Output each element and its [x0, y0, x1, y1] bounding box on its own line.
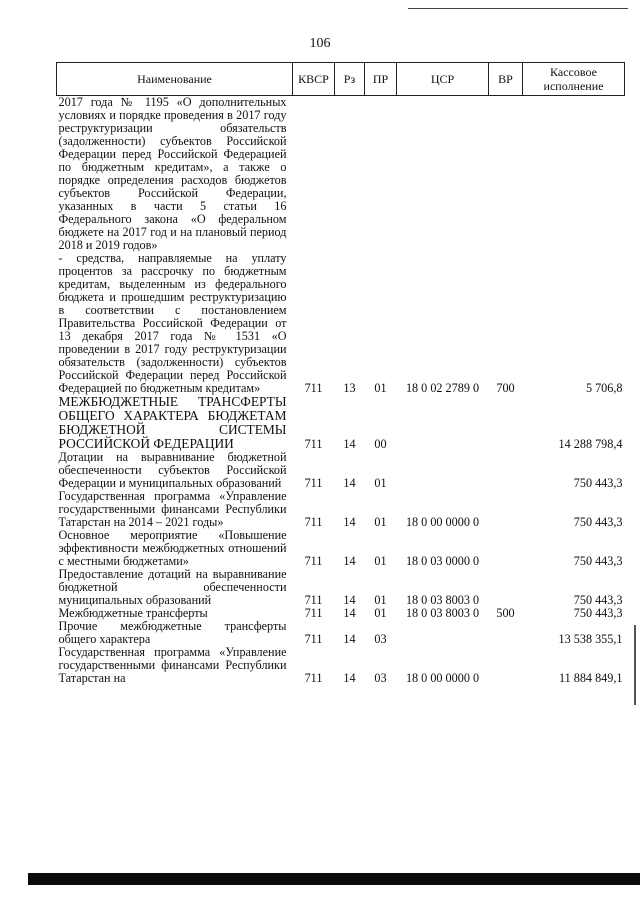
row-pr: 00	[374, 437, 387, 451]
scan-bottom-band	[28, 873, 640, 885]
row-pr: 01	[374, 606, 387, 620]
row-vr: 500	[496, 606, 515, 620]
row-csr: 18 0 03 0000 0	[405, 554, 480, 568]
table-row	[57, 620, 625, 646]
row-amount: 750 443,3	[573, 476, 623, 490]
row-csr: 18 0 00 0000 0	[405, 671, 480, 685]
row-pr: 01	[374, 554, 387, 568]
scan-edge-mark	[634, 625, 636, 705]
row-amount: 750 443,3	[573, 606, 623, 620]
row-name: - средства, направляемые на уплату процентов за рассрочку по бюджетным кредитам, выделенным из федерального бюджета и прошедшим реструктуризацию в соответствии с постановлением Правительства Российской Федерации от 13 декабря 2017 года № 1531 «О проведении в 2017 году реструктуризации обязательств (задолженности) субъектов Российской Федерации перед Российской Федерацией по бюджетным кредитам»	[58, 251, 287, 395]
row-name: Предоставление дотаций на выравнивание бюджетной обеспеченности муниципальных образований	[58, 567, 287, 607]
row-amount: 14 288 798,4	[558, 437, 623, 451]
row-name: Государственная программа «Управление государственными финансами Республики Татарстан на	[58, 645, 287, 685]
table-row	[57, 96, 625, 253]
table-row	[57, 252, 625, 395]
row-amount: 750 443,3	[573, 554, 623, 568]
table-body	[57, 96, 625, 686]
row-kvsr	[293, 96, 335, 253]
table-row	[57, 529, 625, 568]
row-pr: 01	[374, 515, 387, 529]
row-kvsr: 711	[304, 381, 323, 395]
row-rz	[335, 96, 365, 253]
row-name: Дотации на выравнивание бюджетной обеспеченности субъектов Российской Федерации и муниципальных образований	[58, 450, 287, 490]
row-kvsr: 711	[304, 593, 323, 607]
row-name: 2017 года № 1195 «О дополнительных условиях и порядке проведения в 2017 году реструктуризации обязательств (задолженности) субъектов Российской Федерации перед Российской Федерацией по бюджетным кредитам», а также о порядке определения расходов бюджетов субъектов Российской Федерации, указанных в части 5 статьи 16 Федерального закона «О федеральном бюджете на 2017 год и на плановый период 2018 и 2019 годов»	[58, 95, 287, 252]
table-row	[57, 490, 625, 529]
page-number: 106	[309, 36, 331, 51]
row-pr: 03	[374, 671, 387, 685]
row-kvsr: 711	[304, 437, 323, 451]
header-row	[57, 63, 625, 96]
column-header-vr: ВР	[489, 63, 523, 96]
row-vr: 700	[496, 381, 515, 395]
row-csr: 18 0 03 8003 0	[405, 606, 480, 620]
row-vr	[489, 96, 523, 253]
row-name: Государственная программа «Управление государственными финансами Республики Татарстан на 2014 – 2021 годы»	[58, 489, 287, 529]
row-vr	[489, 395, 523, 451]
table-header	[57, 63, 625, 96]
row-csr	[397, 620, 489, 646]
row-kvsr: 711	[304, 606, 323, 620]
row-kvsr: 711	[304, 476, 323, 490]
row-vr	[489, 646, 523, 685]
row-rz: 14	[343, 554, 356, 568]
row-amount: 750 443,3	[573, 515, 623, 529]
scan-edge-line	[408, 8, 628, 9]
column-header-amount: Кассовое исполнение	[523, 63, 625, 96]
row-vr	[489, 620, 523, 646]
row-kvsr: 711	[304, 554, 323, 568]
row-vr	[489, 490, 523, 529]
row-rz: 14	[343, 671, 356, 685]
row-amount: 13 538 355,1	[558, 632, 623, 646]
row-pr: 03	[374, 632, 387, 646]
row-kvsr: 711	[304, 632, 323, 646]
row-vr	[489, 568, 523, 607]
row-name: Основное мероприятие «Повышение эффективности межбюджетных отношений с местными бюджетами»	[58, 528, 287, 568]
row-csr: 18 0 02 2789 0	[405, 381, 480, 395]
row-csr: 18 0 03 8003 0	[405, 593, 480, 607]
row-vr	[489, 451, 523, 490]
row-name: Прочие межбюджетные трансферты общего характера	[58, 619, 287, 646]
row-pr: 01	[374, 593, 387, 607]
column-header-name: Наименование	[57, 63, 293, 96]
column-header-pr: ПР	[365, 63, 397, 96]
row-csr	[397, 96, 489, 253]
table-row	[57, 646, 625, 685]
row-amount	[523, 96, 625, 253]
budget-execution-table	[56, 62, 625, 685]
row-rz: 14	[343, 515, 356, 529]
row-rz: 14	[343, 606, 356, 620]
row-rz: 14	[343, 593, 356, 607]
row-pr	[365, 96, 397, 253]
row-pr: 01	[374, 476, 387, 490]
column-header-kvsr: КВСР	[293, 63, 335, 96]
row-rz: 14	[343, 476, 356, 490]
row-rz: 14	[343, 437, 356, 451]
row-csr	[397, 395, 489, 451]
table-row	[57, 451, 625, 490]
row-amount: 5 706,8	[585, 381, 623, 395]
row-name: Межбюджетные трансферты	[58, 606, 208, 620]
row-csr	[397, 451, 489, 490]
column-header-csr: ЦСР	[397, 63, 489, 96]
row-pr: 01	[374, 381, 387, 395]
row-rz: 14	[343, 632, 356, 646]
table-row	[57, 395, 625, 451]
row-amount: 11 884 849,1	[558, 671, 623, 685]
row-csr: 18 0 00 0000 0	[405, 515, 480, 529]
row-vr	[489, 529, 523, 568]
column-header-rz: Рз	[335, 63, 365, 96]
row-kvsr: 711	[304, 515, 323, 529]
table-row	[57, 568, 625, 607]
row-kvsr: 711	[304, 671, 323, 685]
row-amount: 750 443,3	[573, 593, 623, 607]
row-name: МЕЖБЮДЖЕТНЫЕ ТРАНСФЕРТЫ ОБЩЕГО ХАРАКТЕРА БЮДЖЕТАМ БЮДЖЕТНОЙ СИСТЕМЫ РОССИЙСКОЙ ФЕДЕРАЦИИ	[58, 394, 287, 451]
row-rz: 13	[343, 381, 356, 395]
